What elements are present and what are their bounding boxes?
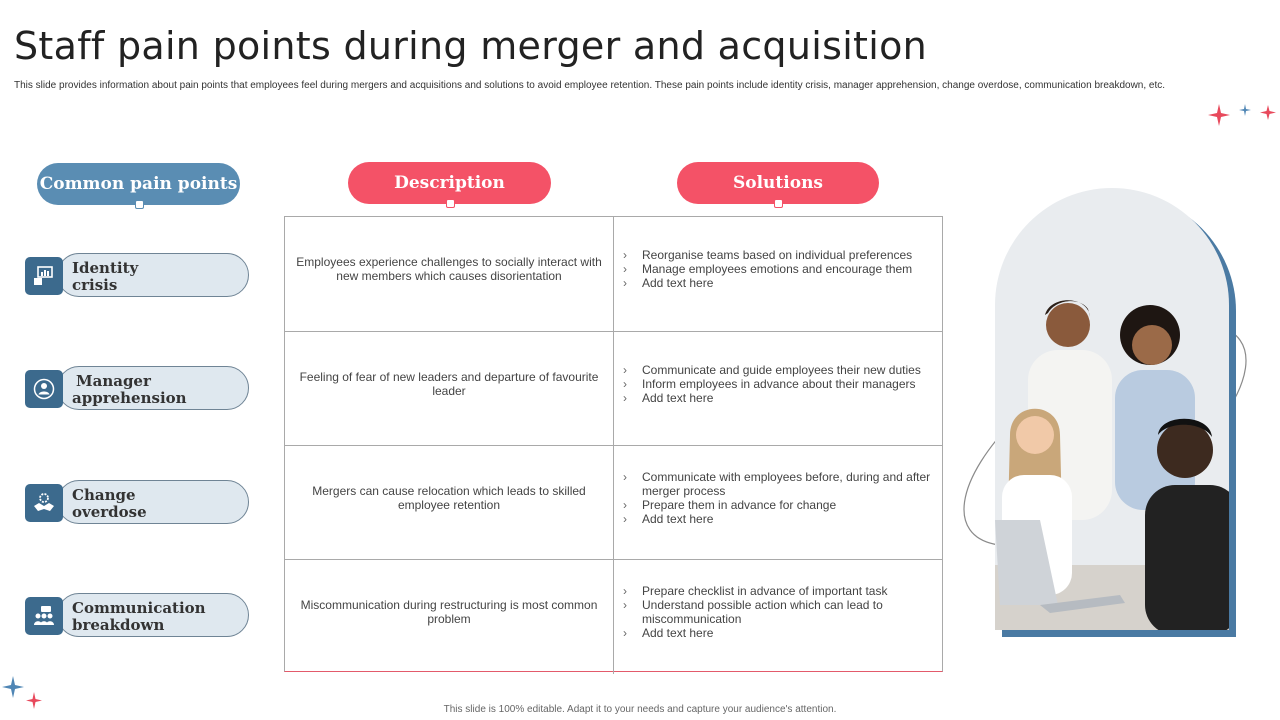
handshake-gear-icon (25, 484, 63, 522)
connector-dot (774, 199, 783, 208)
slide-footer: This slide is 100% editable. Adapt it to your needs and capture your audience's attention. (443, 704, 837, 715)
solution-item: › Prepare checklist in advance of important task (615, 584, 942, 598)
solution-item: › Communicate with employees before, during and after merger process (615, 470, 942, 498)
table-row (285, 217, 942, 331)
pain-point-identity-crisis (25, 253, 251, 299)
pain-point-label: Communication breakdown (57, 593, 249, 637)
solution-item: › Prepare them in advance for change (615, 498, 942, 512)
header-label: Description (394, 173, 505, 193)
slide-title: Staff pain points during merger and acquisition (14, 24, 928, 68)
solutions-cell (615, 217, 942, 331)
solution-item: › Communicate and guide employees their new duties (615, 363, 942, 377)
table-row (285, 445, 942, 560)
chart-board-icon (25, 257, 63, 295)
solution-item: › Inform employees in advance about their managers (615, 377, 942, 391)
pain-point-label: Manager apprehension (57, 366, 249, 410)
description-cell: Employees experience challenges to socially interact with new members which causes disorientation (285, 217, 614, 331)
description-cell: Miscommunication during restructuring is most common problem (285, 560, 614, 674)
manager-icon (25, 370, 63, 408)
solutions-cell (615, 446, 942, 560)
solution-item: › Add text here (615, 626, 942, 640)
header-label: Solutions (732, 173, 823, 193)
solution-item: › Add text here (615, 512, 942, 526)
team-chat-icon (25, 597, 63, 635)
header-common-pain-points (37, 163, 240, 205)
sparkle-stars-icon (1200, 100, 1280, 130)
description-cell: Feeling of fear of new leaders and departure of favourite leader (285, 332, 614, 446)
solution-item: › Understand possible action which can lead to miscommunication (615, 598, 942, 626)
pain-point-manager-apprehension (25, 366, 251, 412)
solution-item: › Reorganise teams based on individual preferences (615, 248, 942, 262)
connector-dot (446, 199, 455, 208)
pain-point-label: Identity crisis (57, 253, 249, 297)
header-solutions (677, 162, 879, 204)
table-row (285, 331, 942, 446)
team-photo (940, 185, 1270, 645)
connector-dot (135, 200, 144, 209)
solutions-cell (615, 560, 942, 674)
pain-points-table (284, 216, 943, 672)
description-cell: Mergers can cause relocation which leads to skilled employee retention (285, 446, 614, 560)
pain-point-change-overdose (25, 480, 251, 526)
header-label: Common pain points (39, 174, 238, 194)
pain-point-communication-breakdown (25, 593, 251, 639)
solutions-cell (615, 332, 942, 446)
solution-item: › Manage employees emotions and encourage them (615, 262, 942, 276)
header-description (348, 162, 551, 204)
solution-item: › Add text here (615, 391, 942, 405)
solution-item: › Add text here (615, 276, 942, 290)
pain-point-label: Change overdose (57, 480, 249, 524)
slide-subtitle: This slide provides information about pain points that employees feel during mergers and acquisitions and solutions to avoid employee retention. These pain points include identity crisis, manager apprehension, change overdose, communication breakdown, etc. (14, 80, 1166, 91)
table-row (285, 559, 942, 674)
